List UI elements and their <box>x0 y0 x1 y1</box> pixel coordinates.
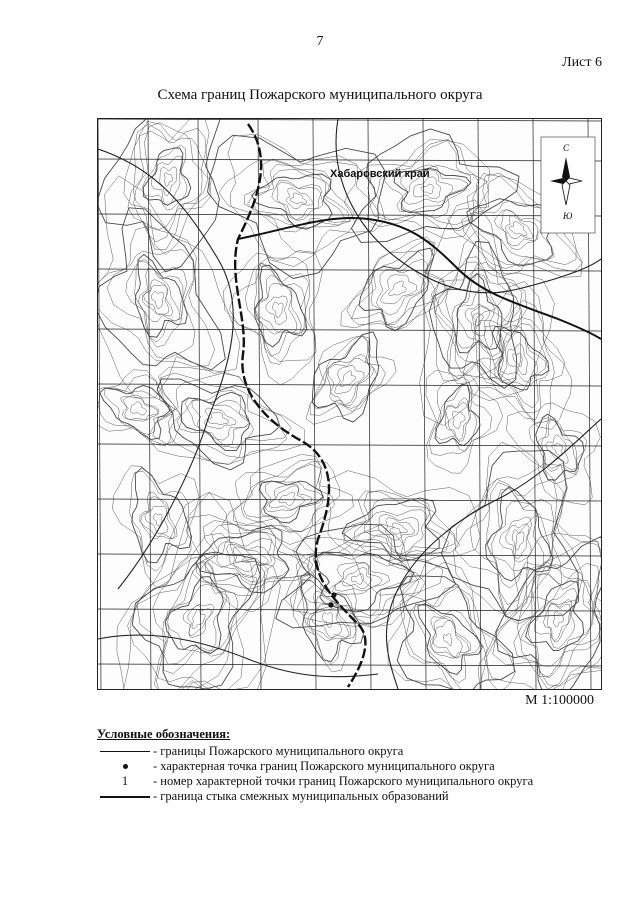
contour-line <box>132 552 260 689</box>
contour-line <box>308 549 410 618</box>
topographic-map <box>98 119 601 689</box>
contour-line <box>421 184 434 194</box>
contour-line <box>342 567 371 588</box>
contour-line <box>192 610 205 629</box>
contour-line <box>413 177 440 199</box>
legend-symbol-number <box>97 774 153 789</box>
contour-line <box>328 471 481 595</box>
contour-line <box>308 596 349 640</box>
legend-row <box>97 789 597 804</box>
contour-line <box>254 263 306 357</box>
contour-line <box>457 290 495 349</box>
contour-line <box>380 275 416 304</box>
scale-label: М 1:100000 <box>525 693 594 708</box>
contour-line <box>513 353 523 367</box>
contour-line <box>279 492 295 505</box>
sheet-label: Лист 6 <box>562 55 602 70</box>
contour-line <box>128 533 254 689</box>
contour-line <box>429 242 516 389</box>
contour-line <box>371 259 429 324</box>
legend-number-label: 1 <box>121 774 129 788</box>
contour-line <box>390 523 408 534</box>
contour-line <box>493 542 601 687</box>
contour-line <box>255 283 296 333</box>
contour-line <box>359 248 434 331</box>
grid-line <box>98 269 601 271</box>
contour-line <box>286 188 313 209</box>
region-label: Хабаровский край <box>330 168 430 180</box>
contour-line <box>290 530 425 615</box>
map-frame <box>97 118 602 690</box>
legend-symbol-dot <box>97 764 153 769</box>
contour-line <box>547 603 570 641</box>
contour-line <box>112 466 199 588</box>
contour-line <box>208 412 229 425</box>
contour-line <box>389 281 407 296</box>
contour-line <box>443 634 452 646</box>
contour-line <box>126 262 187 348</box>
contour-line <box>233 459 334 532</box>
page-number: 7 <box>316 34 324 49</box>
river-line <box>98 635 378 677</box>
contour-line <box>473 313 483 326</box>
contour-line <box>341 237 448 328</box>
contour-line <box>505 216 533 239</box>
legend-text: - границы Пожарского муниципального округа <box>153 744 404 758</box>
contour-line <box>186 515 320 612</box>
legend-title: Условные обозначения: <box>97 727 231 741</box>
compass-rose <box>541 137 595 233</box>
contour-lines <box>98 119 601 689</box>
legend <box>97 727 597 804</box>
contour-line <box>228 134 385 266</box>
contour-line <box>446 403 471 441</box>
contour-line <box>204 408 236 429</box>
contour-line <box>405 587 487 690</box>
legend-symbol-thin-line <box>97 751 153 752</box>
contour-line <box>352 252 446 325</box>
contour-line <box>208 135 386 278</box>
contour-line <box>351 129 519 242</box>
legend-text: - номер характерной точки границ Пожарского муниципального округа <box>153 774 534 788</box>
contour-line <box>512 530 524 551</box>
contour-line <box>277 181 323 220</box>
contour-line <box>266 296 288 325</box>
legend-text: - характерная точка границ Пожарского муниципального округа <box>153 759 495 773</box>
contour-line <box>544 599 572 642</box>
contour-line <box>142 145 187 210</box>
contour-line <box>418 604 483 675</box>
contour-line <box>445 398 469 442</box>
grid-line <box>98 119 601 121</box>
contour-line <box>221 454 353 534</box>
contour-line <box>164 173 172 187</box>
contour-line <box>243 464 324 532</box>
contour-line <box>465 305 490 337</box>
contour-line <box>130 471 189 571</box>
north-label: С <box>563 143 570 153</box>
contour-line <box>98 208 225 370</box>
contour-line <box>340 371 355 387</box>
contour-line <box>145 506 168 534</box>
contour-line <box>335 365 365 394</box>
contour-line <box>269 486 304 509</box>
grid-line <box>98 159 601 161</box>
contour-line <box>121 396 159 421</box>
contour-line <box>501 210 538 246</box>
contour-line <box>151 292 164 309</box>
contour-line <box>429 377 492 455</box>
contour-line <box>376 269 425 315</box>
legend-row <box>97 744 597 759</box>
grid-line <box>198 119 201 689</box>
south-label: Ю <box>563 211 573 221</box>
contour-line <box>435 384 480 445</box>
contour-line <box>509 221 527 235</box>
contour-line <box>364 510 427 555</box>
contour-line <box>534 588 577 648</box>
contour-line <box>290 193 307 204</box>
contour-line <box>385 518 414 541</box>
contour-line <box>379 514 419 546</box>
contour-line <box>335 563 382 591</box>
contour-line <box>441 450 578 621</box>
contour-line <box>132 468 192 563</box>
contour-line <box>144 285 169 315</box>
grid-line <box>98 444 601 446</box>
legend-text: - граница стыка смежных муниципальных образований <box>153 789 449 803</box>
legend-symbol-thick-line <box>97 796 153 798</box>
grid-line <box>98 664 601 666</box>
map-title: Схема границ Пожарского муниципального округа <box>157 87 483 103</box>
legend-row <box>97 759 597 774</box>
contour-line <box>553 612 563 627</box>
contour-line <box>153 514 162 526</box>
legend-row <box>97 774 597 789</box>
contour-line <box>506 524 530 559</box>
